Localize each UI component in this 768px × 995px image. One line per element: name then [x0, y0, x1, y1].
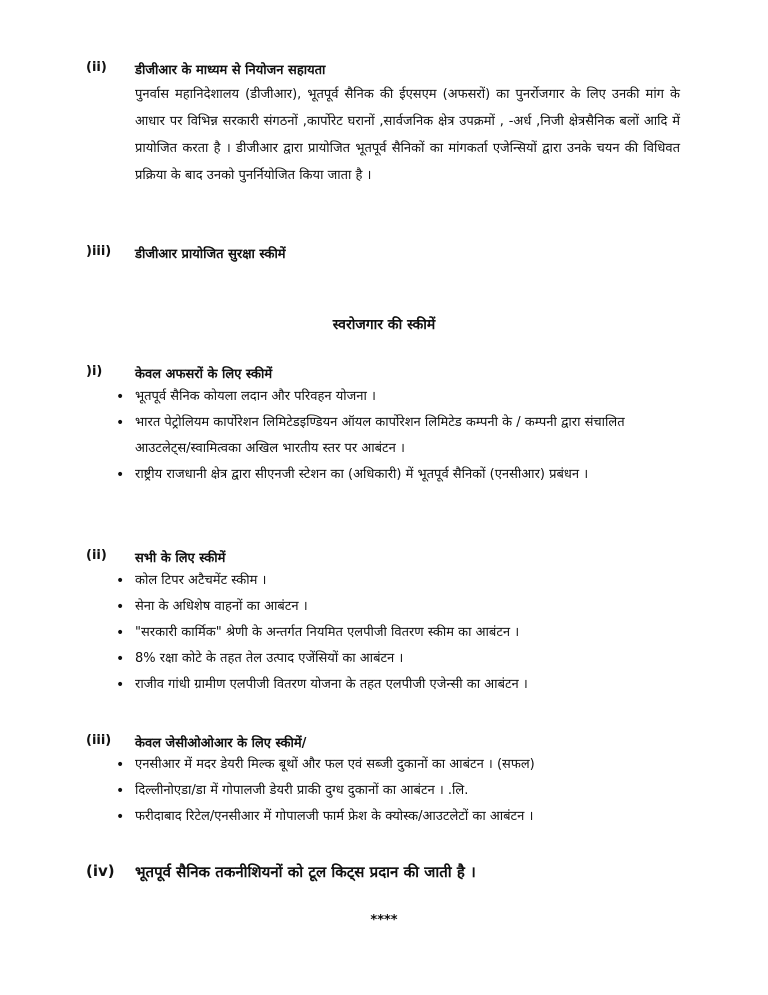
- list-item: • 8% रक्षा कोटे के तहत तेल उत्पाद एजेंसियों का आबंटन ।: [114, 646, 684, 672]
- list-item: • सेना के अधिशेष वाहनों का आबंटन ।: [114, 594, 684, 620]
- section-heading-security-schemes: डीजीआर प्रायोजित सुरक्षा स्कीमें: [135, 247, 286, 262]
- list-item: • राजीव गांधी ग्रामीण एलपीजी वितरण योजना के तहत एलपीजी एजेन्सी का आबंटन ।: [114, 672, 684, 698]
- group-marker-iii: (iii): [86, 733, 112, 748]
- list-item: • भूतपूर्व सैनिक कोयला लदान और परिवहन योजना ।: [114, 384, 684, 410]
- list-officers-schemes: [114, 384, 684, 488]
- group-heading-all: सभी के लिए स्कीमें: [135, 551, 226, 566]
- list-item: • भारत पेट्रोलियम कार्पोरेशन लिमिटेडइण्डियन ऑयल कार्पोरेशन लिमिटेड कम्पनी के / कम्पनी द्वारा संचालित आउटलेट्स/स्वामित्वका अखिल भारतीय स्तर पर आबंटन ।: [114, 410, 684, 462]
- list-item: • "सरकारी कार्मिक" श्रेणी के अन्तर्गत नियमित एलपीजी वितरण स्कीम का आबंटन ।: [114, 620, 684, 646]
- section-marker-iii: )iii): [86, 244, 112, 259]
- list-item: • राष्ट्रीय राजधानी क्षेत्र द्वारा सीएनजी स्टेशन का (अधिकारी) में भूतपूर्व सैनिकों (एनसीआर) प्रबंधन ।: [114, 462, 684, 488]
- group-heading-jco-or: केवल जेसीओओआर के लिए स्कीमें/: [135, 736, 307, 751]
- group-marker-i: )i): [86, 364, 103, 379]
- section-marker-ii: (ii): [86, 60, 107, 75]
- group-marker-ii: (ii): [86, 548, 107, 563]
- group-heading-officers: केवल अफसरों के लिए स्कीमें: [135, 367, 273, 382]
- list-jco-schemes: [114, 752, 684, 830]
- section-paragraph-dgr: पुनर्वास महानिदेशालय (डीजीआर), भूतपूर्व सैनिक की ईएसएम (अफसरों) का पुनर्रोजगार के लिए उनकी मांग के आधार पर विभिन्न सरकारी संगठनों ,कार्पोरेट घरानों ,सार्वजनिक क्षेत्र उपक्रमों , -अर्ध ,निजी क्षेत्रसैनिक बलों आदि में प्रायोजित करता है । डीजीआर द्वारा प्रायोजित भूतपूर्व सैनिकों का मांगकर्ता एजेन्सियों द्वारा उनके चयन की विधिवत प्रक्रिया के बाद उनको पुनर्नियोजित किया जाता है ।: [135, 87, 680, 183]
- list-item: • एनसीआर में मदर डेयरी मिल्क बूथों और फल एवं सब्जी दुकानों का आबंटन । (सफल): [114, 752, 684, 778]
- section-heading-employment-assistance: डीजीआर के माध्यम से नियोजन सहायता: [135, 63, 326, 78]
- section-marker-iv: (iv): [86, 862, 115, 880]
- list-item: • फरीदाबाद रिटेल/एनसीआर में गोपालजी फार्म फ्रेश के क्योस्क/आउटलेटों का आबंटन ।: [114, 804, 684, 830]
- footer-stars: ****: [370, 913, 398, 928]
- list-item: • दिल्लीनोएडा/डा में गोपालजी डेयरी प्राकी दुग्ध दुकानों का आबंटन । .लि.: [114, 778, 684, 804]
- section-heading-tool-kits: भूतपूर्व सैनिक तकनीशियनों को टूल किट्स प्रदान की जाती है ।: [135, 863, 476, 881]
- list-all-schemes: [114, 568, 684, 698]
- list-item: • कोल टिपर अटैचमेंट स्कीम ।: [114, 568, 684, 594]
- page-title: स्वरोजगार की स्कीमें: [332, 317, 436, 333]
